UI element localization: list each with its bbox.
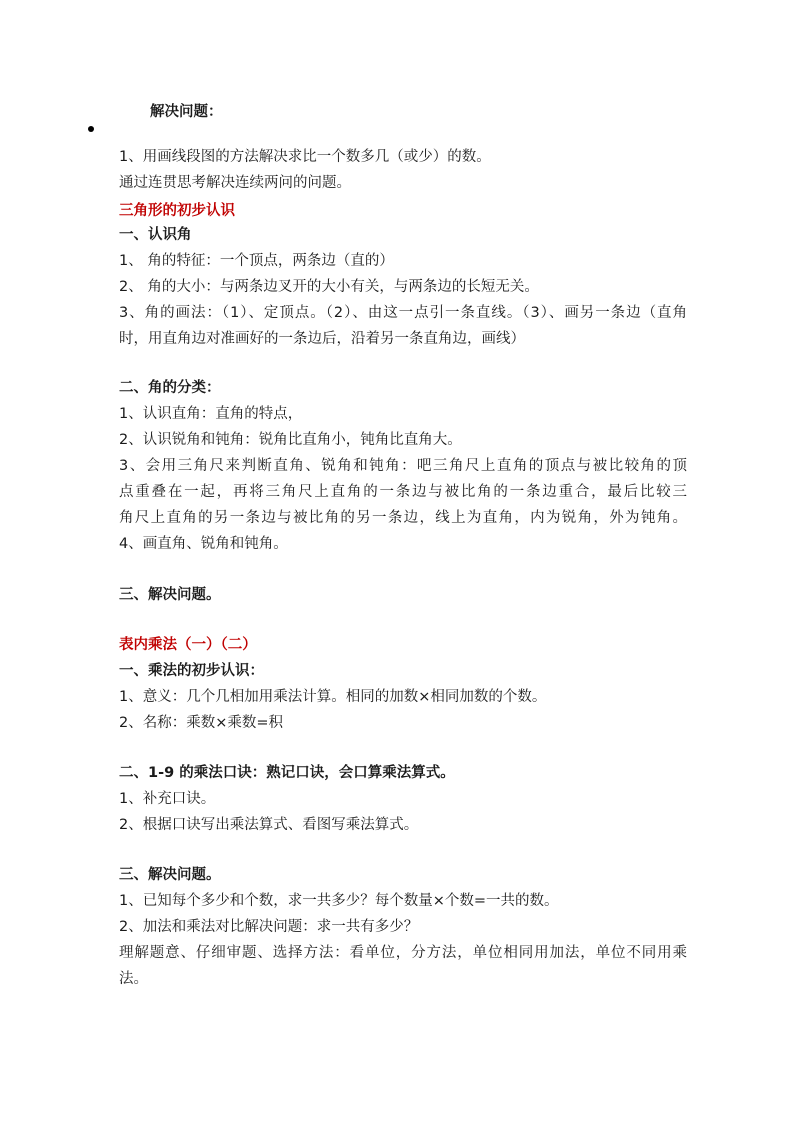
section-title-triangles: 三角形的初步认识 [119, 203, 235, 219]
list-item: 1、意义：几个几相加用乘法计算。相同的加数×相同加数的个数。 [119, 689, 547, 705]
heading-recognize-angles: 一、认识角 [119, 227, 192, 243]
list-item: 3、会用三角尺来判断直角、锐角和钝角：吧三角尺上直角的顶点与被比较角的顶 [119, 458, 687, 474]
list-item: 2、名称：乘数×乘数=积 [119, 715, 284, 731]
heading-angle-classification: 二、角的分类： [119, 380, 221, 396]
list-item: 4、画直角、锐角和钝角。 [119, 536, 288, 552]
list-item-continued: 角尺上直角的另一条边与被比角的另一条边，线上为直角，内为锐角，外为钝角。 [119, 510, 687, 526]
bullet-icon [88, 126, 94, 132]
heading-problem-solving-2: 三、解决问题。 [119, 867, 221, 883]
list-item: 1、已知每个多少和个数，求一共多少？每个数量×个数=一共的数。 [119, 893, 559, 909]
list-item: 1、认识直角：直角的特点， [119, 406, 303, 422]
list-item-continued: 法。 [119, 971, 148, 987]
intro-heading: 解决问题： [150, 104, 223, 120]
list-item-continued: 点重叠在一起，再将三角尺上直角的一条边与被比角的一条边重合，最后比较三 [119, 484, 687, 500]
heading-problem-solving: 三、解决问题。 [119, 587, 221, 603]
intro-line-2: 通过连贯思考解决连续两问的问题。 [119, 175, 351, 191]
list-item: 1、 角的特征：一个顶点，两条边（直的） [119, 253, 394, 269]
list-item: 2、根据口诀写出乘法算式、看图写乘法算式。 [119, 817, 419, 833]
list-item: 1、补充口诀。 [119, 791, 216, 807]
section-title-multiplication: 表内乘法（一）（二） [119, 637, 257, 653]
list-item: 2、认识锐角和钝角：锐角比直角小，钝角比直角大。 [119, 432, 462, 448]
list-item-continued: 时，用直角边对准画好的一条边后，沿着另一条直角边，画线） [119, 331, 525, 347]
list-item: 2、 角的大小：与两条边叉开的大小有关，与两条边的长短无关。 [119, 279, 539, 295]
intro-line-1: 1、用画线段图的方法解决求比一个数多几（或少）的数。 [119, 149, 491, 165]
heading-multiplication-table: 二、1-9 的乘法口诀：熟记口诀，会口算乘法算式。 [119, 765, 455, 781]
list-item: 3、角的画法：（1）、定顶点。（2）、由这一点引一条直线。（3）、画另一条边（直角 [119, 305, 687, 321]
heading-multiplication-intro: 一、乘法的初步认识： [119, 663, 264, 679]
list-item: 2、加法和乘法对比解决问题：求一共有多少？ [119, 919, 419, 935]
list-item: 理解题意、仔细审题、选择方法：看单位，分方法，单位相同用加法，单位不同用乘 [119, 945, 687, 961]
